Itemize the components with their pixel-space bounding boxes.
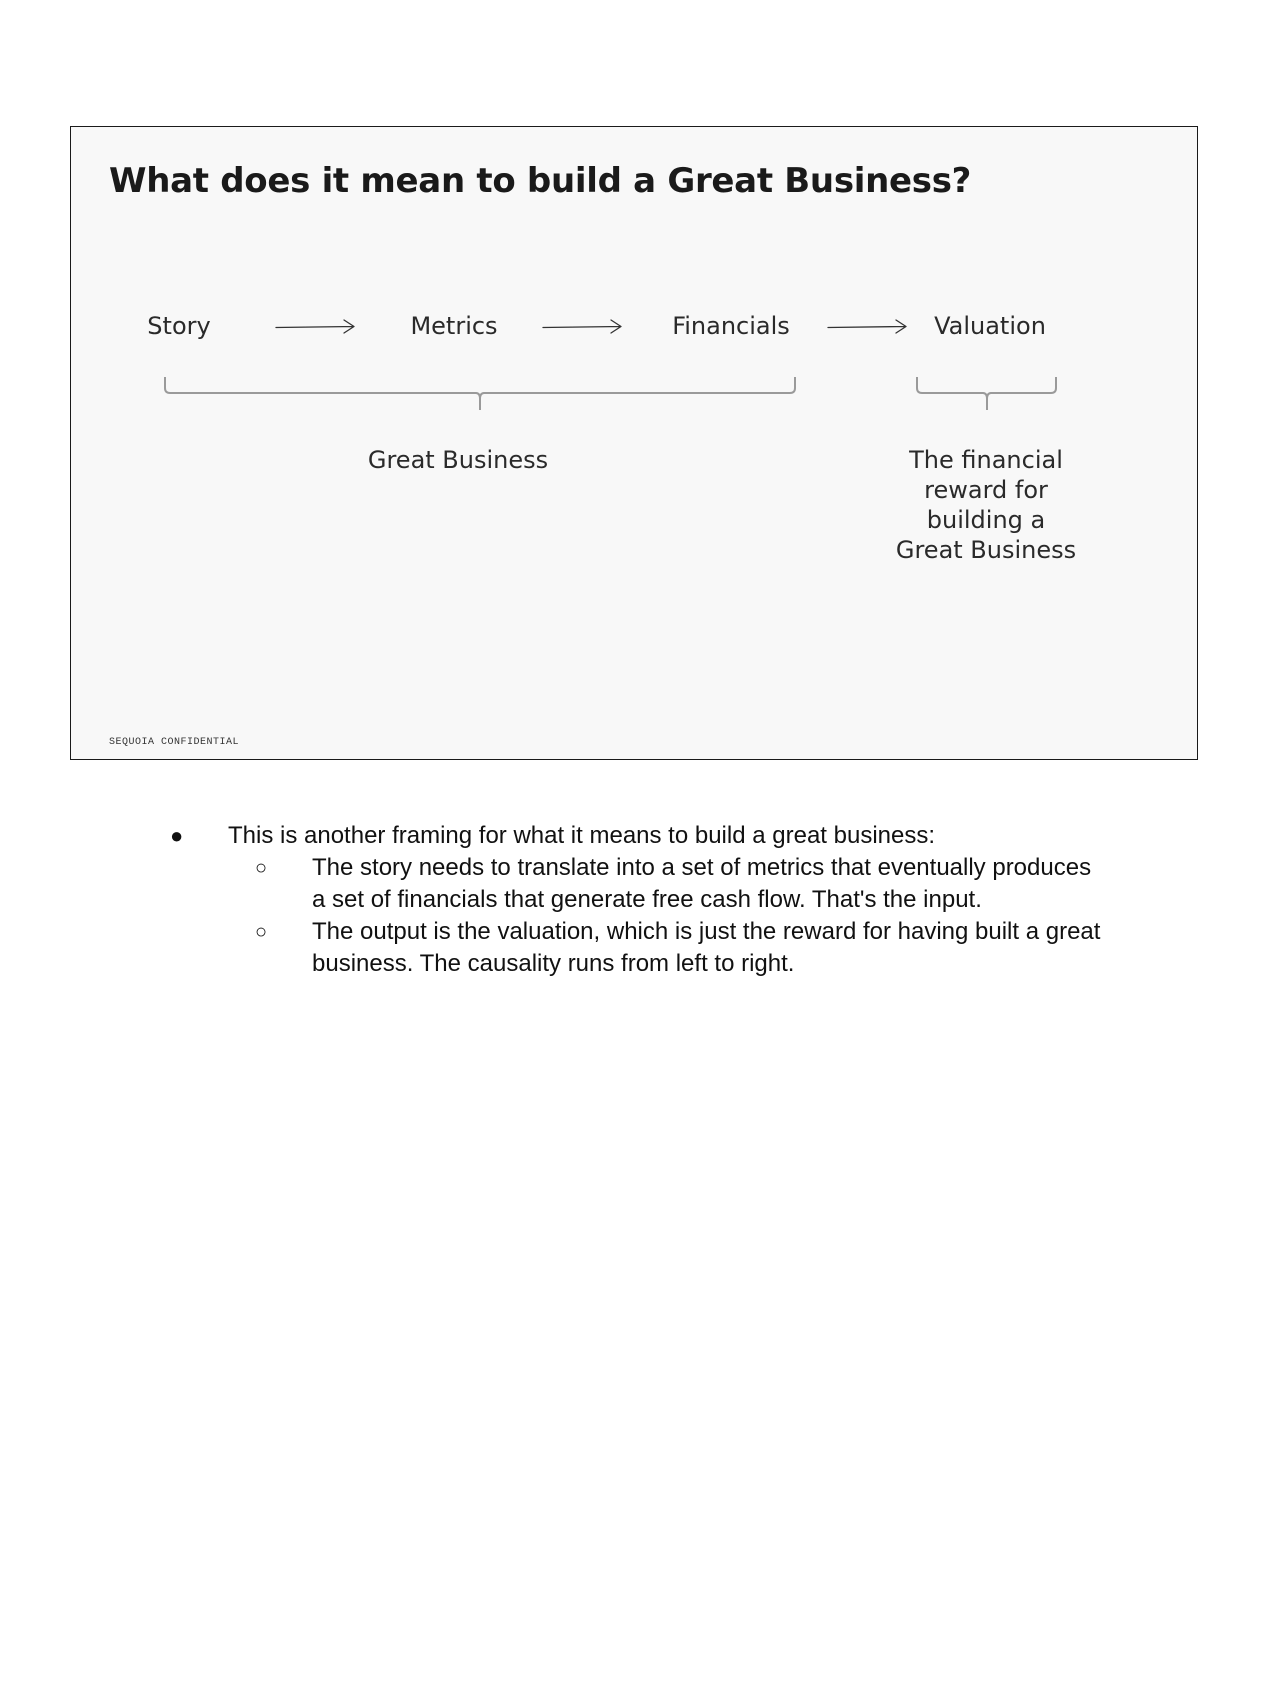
bullet-icon: ● (170, 823, 184, 848)
list-item (0, 820, 1262, 852)
speaker-notes (0, 820, 1262, 980)
confidential-footer: SEQUOIA CONFIDENTIAL (109, 737, 240, 748)
step-financials: Financials (672, 312, 790, 340)
slide-title: What does it mean to build a Great Business? (109, 161, 972, 201)
step-metrics: Metrics (410, 312, 498, 340)
brace-great-business (163, 375, 797, 415)
sub-bullet-icon: ○ (255, 857, 268, 879)
bullet-text: This is another framing for what it means to build a great business: (228, 822, 936, 849)
label-line: building a (926, 506, 1046, 534)
label-line: Great Business (895, 536, 1077, 564)
step-valuation: Valuation (934, 312, 1046, 340)
sub-bullet-text: The output is the valuation, which is just the reward for having built a great business. The causality runs from left to right. (312, 918, 1101, 977)
list-item (0, 852, 1102, 916)
step-story: Story (147, 312, 211, 340)
arrow-right-icon (275, 319, 357, 335)
arrow-right-icon (827, 319, 909, 335)
slide (70, 126, 1198, 760)
arrow-right-icon (542, 319, 624, 335)
list-item (0, 916, 1102, 980)
label-line: The financial (909, 446, 1063, 474)
sub-bullet-icon: ○ (255, 921, 268, 943)
brace-valuation (915, 375, 1059, 415)
label-financial-reward (886, 445, 1086, 565)
label-line: reward for (924, 476, 1048, 504)
label-great-business: Great Business (367, 446, 549, 474)
sub-bullet-text: The story needs to translate into a set of metrics that eventually produces a set of financials that generate free cash flow. That's the input. (312, 854, 1092, 913)
